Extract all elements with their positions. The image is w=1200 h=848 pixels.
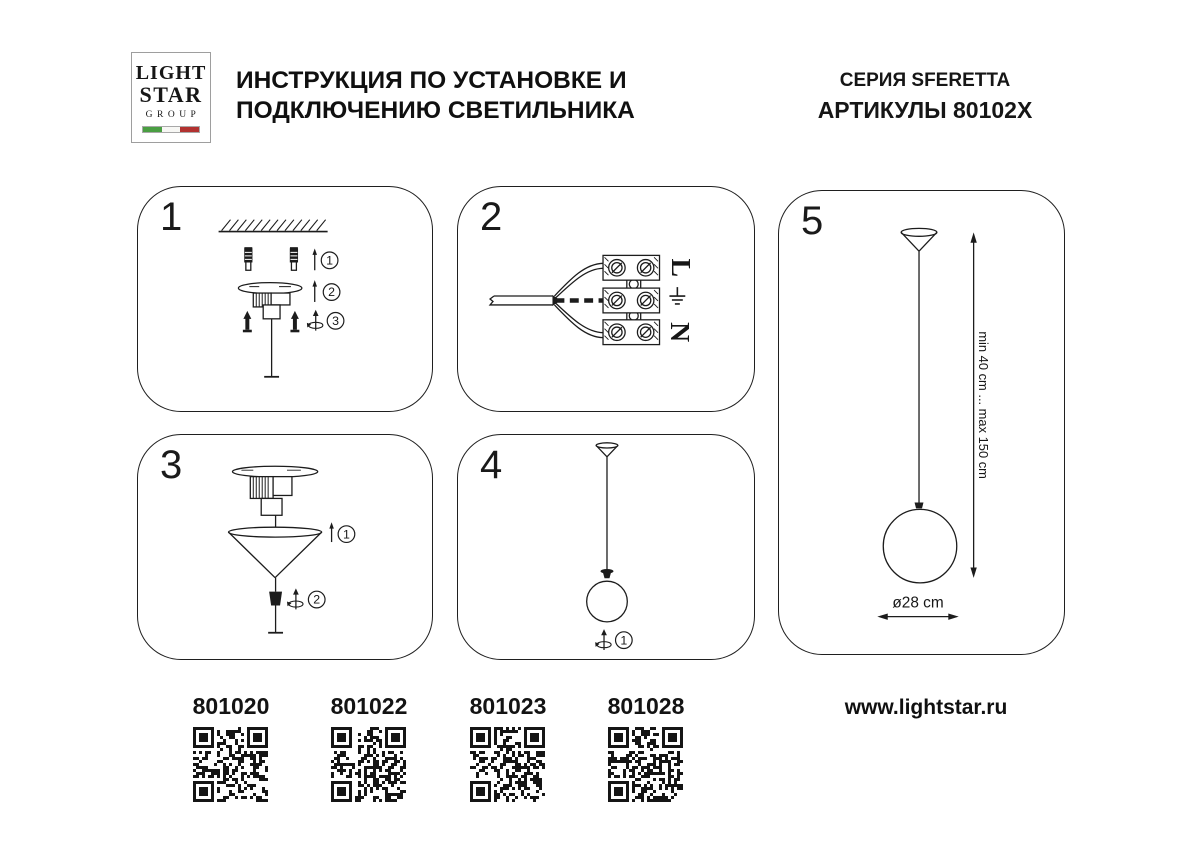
glass-sphere xyxy=(587,581,628,622)
svg-text:2: 2 xyxy=(328,285,336,300)
lift-arrow-2 xyxy=(312,280,317,302)
svg-text:3: 3 xyxy=(332,313,339,328)
step-number: 4 xyxy=(480,443,503,487)
svg-text:1: 1 xyxy=(326,253,334,268)
callout-1 xyxy=(338,526,355,543)
callout-3 xyxy=(327,312,344,329)
article-number: 801020 xyxy=(192,693,270,719)
step-number: 5 xyxy=(801,199,824,243)
supply-cable xyxy=(490,295,560,306)
wire-live xyxy=(554,263,603,299)
callout-2 xyxy=(323,284,340,301)
svg-text:1: 1 xyxy=(620,633,628,648)
callout-2 xyxy=(308,591,325,608)
svg-text:2: 2 xyxy=(313,592,321,607)
cone-shade xyxy=(229,527,322,578)
step5-diagram xyxy=(779,191,1064,654)
terminal-label-live: L xyxy=(664,258,696,278)
callout-1 xyxy=(616,632,633,649)
article-number: 801023 xyxy=(469,693,547,719)
logo-word-group: GROUP xyxy=(145,110,201,120)
qr-code xyxy=(608,727,683,802)
callout-1 xyxy=(321,252,338,269)
logo-word-star: STAR xyxy=(139,82,203,107)
lightstar-logo xyxy=(131,52,211,143)
article-number: 801022 xyxy=(330,693,408,719)
logo-word-light: LIGHT xyxy=(135,62,207,84)
website-url: www.lightstar.ru xyxy=(844,696,1008,719)
qr-code xyxy=(470,727,545,802)
article-number: 801028 xyxy=(607,693,685,719)
step2-diagram xyxy=(458,187,754,411)
insert-arrow-1 xyxy=(312,248,317,270)
glass-sphere xyxy=(883,509,956,582)
title-line-2: ПОДКЛЮЧЕНИЮ СВЕТИЛЬНИКА xyxy=(236,97,635,124)
step3-diagram xyxy=(138,435,432,659)
title-line-1: ИНСТРУКЦИЯ ПО УСТАНОВКЕ И xyxy=(236,67,627,94)
step-panel-4 xyxy=(457,434,755,660)
lamp-socket xyxy=(269,592,282,606)
series-name: СЕРИЯ SFERETTA xyxy=(839,70,1011,91)
flag-red-segment xyxy=(180,127,199,132)
step-number: 2 xyxy=(480,195,503,239)
rotate-arrow-icon xyxy=(595,629,611,650)
step-number: 3 xyxy=(160,443,183,487)
page-title xyxy=(236,66,666,126)
articles-code: АРТИКУЛЫ 80102X xyxy=(817,97,1033,123)
qr-code xyxy=(193,727,268,802)
series-block xyxy=(770,71,1080,122)
flag-white-segment xyxy=(162,127,181,132)
step-panel-5 xyxy=(778,190,1065,655)
step-panel-2 xyxy=(457,186,755,412)
diameter-label: ø28 cm xyxy=(892,594,944,612)
wall-plug-right xyxy=(290,248,298,270)
terminal-label-neutral: N xyxy=(663,322,695,343)
svg-text:1: 1 xyxy=(343,527,350,542)
step-number: 1 xyxy=(160,195,183,239)
rotate-arrow-icon xyxy=(287,588,303,609)
ceiling-hatch xyxy=(219,220,328,232)
italian-flag-stripe xyxy=(142,126,200,133)
wire-neutral xyxy=(554,302,603,338)
cord-fitting xyxy=(915,502,924,508)
step-panel-1 xyxy=(137,186,433,412)
step-panel-3 xyxy=(137,434,433,660)
screw-right xyxy=(290,311,299,332)
qr-code xyxy=(331,727,406,802)
earth-ground-icon xyxy=(669,287,685,304)
height-dimension-line xyxy=(970,232,976,578)
insert-arrow-1 xyxy=(329,522,334,542)
flag-green-segment xyxy=(143,127,162,132)
step1-diagram xyxy=(138,187,432,411)
canopy-cone xyxy=(901,228,937,251)
screw-left xyxy=(243,311,252,332)
ceiling-mount-plate xyxy=(232,466,317,515)
height-range-label: min 40 cm ... max 150 cm xyxy=(976,331,992,479)
cord-fitting xyxy=(601,569,614,578)
canopy-cone xyxy=(596,443,618,457)
wall-plug-left xyxy=(244,248,252,270)
step4-diagram xyxy=(458,435,754,659)
suspension-rod xyxy=(264,319,279,377)
rotate-arrow-icon xyxy=(307,310,323,331)
diameter-dimension-line xyxy=(877,613,958,619)
